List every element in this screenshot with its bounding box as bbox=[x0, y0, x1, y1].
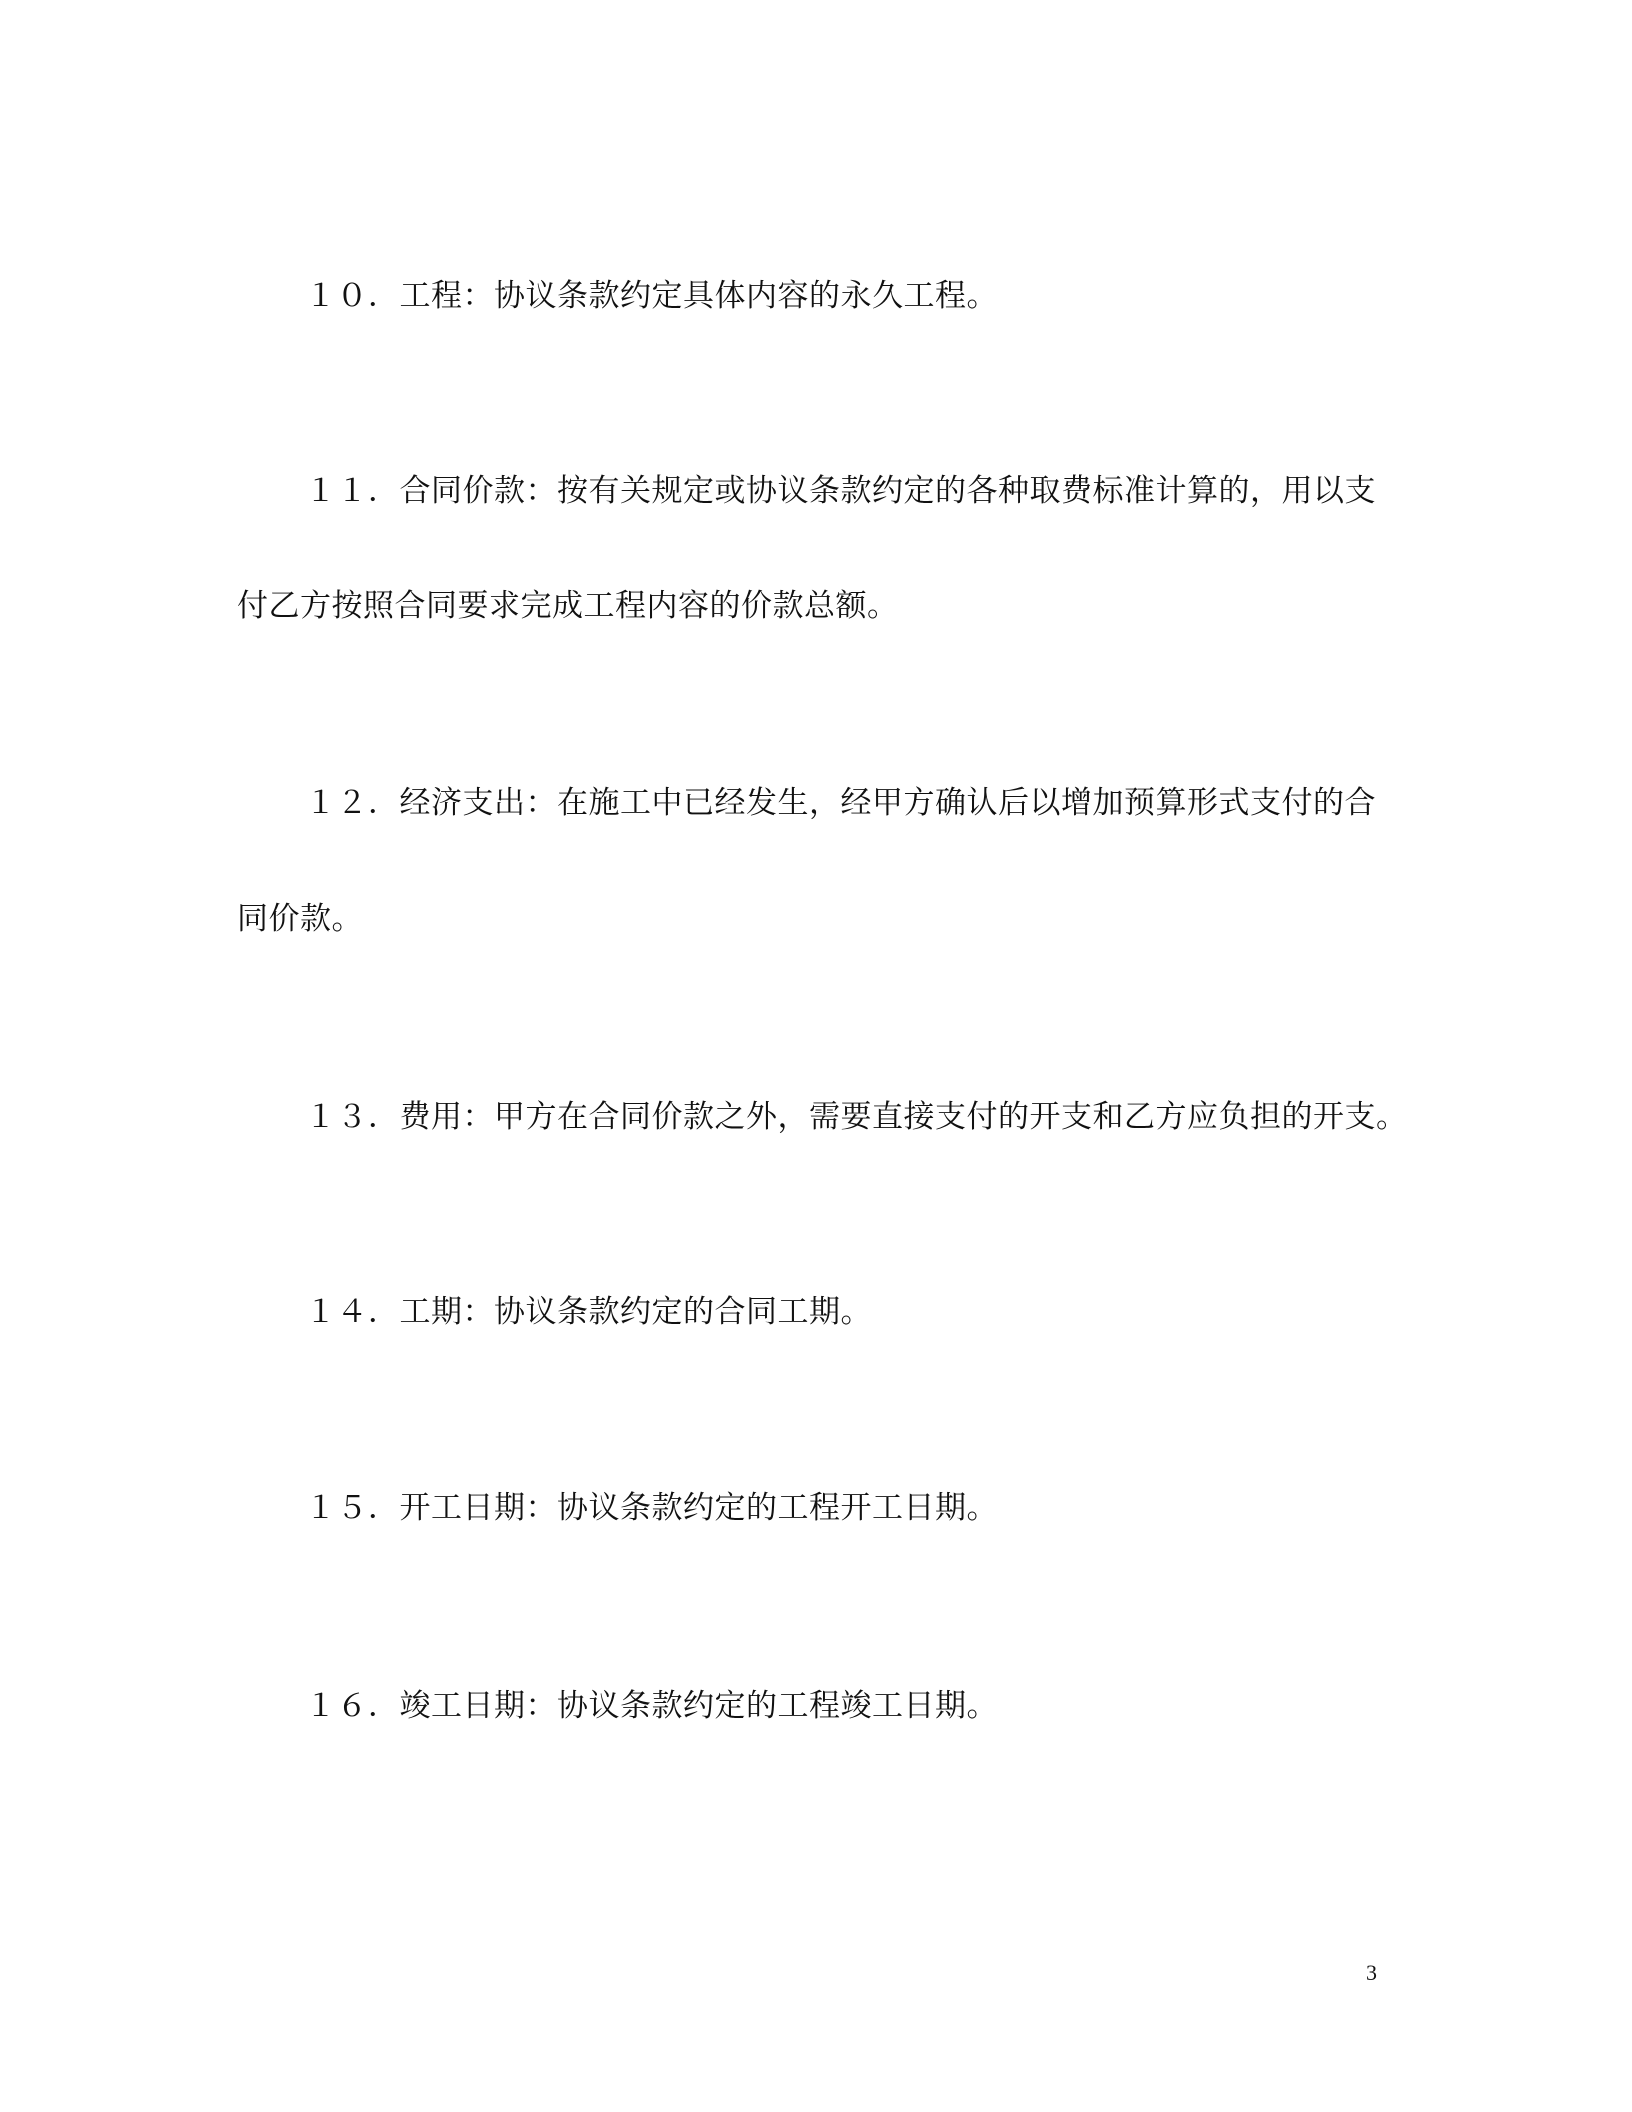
clause-11-line-2: 付乙方按照合同要求完成工程内容的价款总额。 bbox=[237, 588, 899, 624]
clause-11-line-1: １１．合同价款：按有关规定或协议条款约定的各种取费标准计算的，用以支 bbox=[305, 473, 1376, 509]
clause-13-line-1: １３．费用：甲方在合同价款之外，需要直接支付的开支和乙方应负担的开支。 bbox=[305, 1099, 1408, 1135]
page-number: 3 bbox=[1366, 1960, 1377, 1985]
clause-12-line-1: １２．经济支出：在施工中已经发生，经甲方确认后以增加预算形式支付的合 bbox=[305, 785, 1376, 821]
clause-12-line-2: 同价款。 bbox=[237, 901, 363, 937]
clause-15-line-1: １５．开工日期：协议条款约定的工程开工日期。 bbox=[305, 1490, 998, 1526]
clause-10-line-1: １０．工程：协议条款约定具体内容的永久工程。 bbox=[305, 278, 998, 314]
clause-14-line-1: １４．工期：协议条款约定的合同工期。 bbox=[305, 1294, 872, 1330]
clause-16-line-1: １６．竣工日期：协议条款约定的工程竣工日期。 bbox=[305, 1688, 998, 1724]
